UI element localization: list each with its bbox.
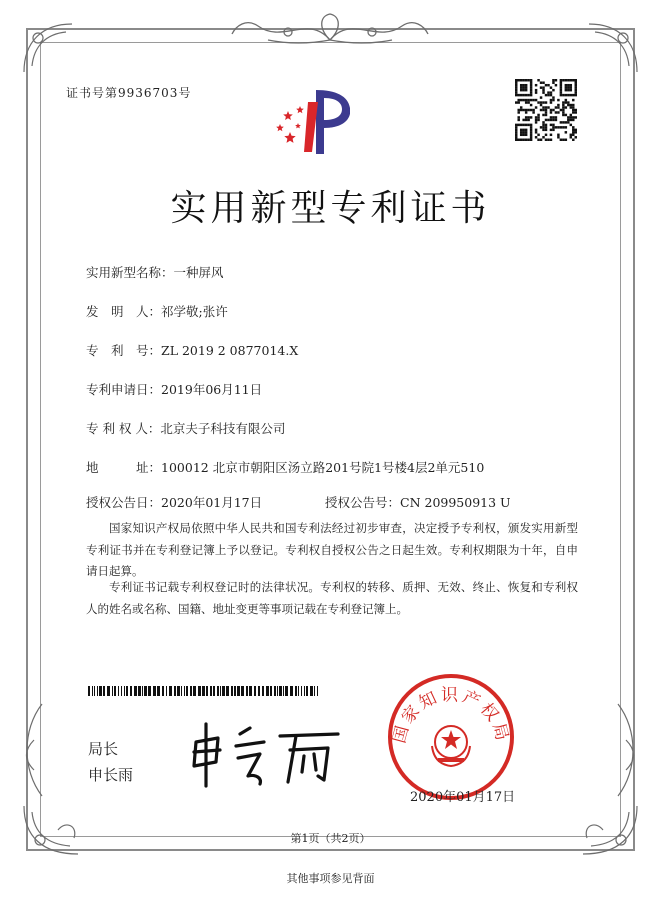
field-value: ZL 2019 2 0877014.X bbox=[161, 343, 299, 358]
barcode bbox=[88, 686, 320, 696]
field-value: 北京夫子科技有限公司 bbox=[160, 421, 286, 436]
corner-ornament-top-left bbox=[18, 18, 78, 78]
side-ornament-right bbox=[610, 700, 646, 800]
document-title: 实用新型专利证书 bbox=[170, 188, 491, 229]
seal-date: 2020年01月17日 bbox=[410, 790, 516, 805]
field-value: 一种屏风 bbox=[173, 265, 224, 280]
logo-star bbox=[295, 123, 301, 128]
field-grant-date bbox=[86, 493, 262, 511]
field-label: 发 明 人： bbox=[86, 304, 162, 319]
field-grant-number bbox=[325, 493, 511, 511]
field-label: 授权公告日： bbox=[86, 495, 162, 510]
page-number: 第1页（共2页） bbox=[290, 832, 371, 845]
logo-star bbox=[276, 124, 284, 131]
certificate-border-inner bbox=[40, 42, 621, 837]
logo-star bbox=[296, 106, 304, 113]
field-label: 地 址： bbox=[86, 460, 162, 475]
qr-code bbox=[515, 79, 577, 141]
field-value: CN 209950913 U bbox=[400, 495, 511, 510]
field-patentee bbox=[86, 419, 285, 437]
director-signature bbox=[178, 720, 348, 790]
field-label: 专利申请日： bbox=[86, 382, 162, 397]
top-ornament bbox=[228, 10, 433, 50]
corner-ornament-top-right bbox=[583, 18, 643, 78]
legal-status-paragraph: 专利证书记载专利权登记时的法律状况。专利权的转移、质押、无效、终止、恢复和专利权人的姓名或名称、国籍、地址变更等事项记载在专利登记簿上。 bbox=[86, 580, 578, 616]
field-label: 实用新型名称： bbox=[86, 265, 174, 280]
field-value: 2019年06月11日 bbox=[161, 382, 263, 397]
director-name: 申长雨 bbox=[88, 766, 134, 784]
field-value: 100012 北京市朝阳区汤立路201号院1号楼4层2单元510 bbox=[161, 460, 485, 475]
field-label: 专 利 权 人： bbox=[86, 421, 161, 436]
official-seal bbox=[386, 672, 516, 802]
field-label: 专 利 号： bbox=[86, 343, 162, 358]
field-filing-date bbox=[86, 380, 262, 398]
logo-star bbox=[284, 132, 295, 143]
field-patent-number bbox=[86, 341, 298, 359]
seal-text: 国家知识产权局 bbox=[389, 685, 513, 746]
declaration-paragraph: 国家知识产权局依照中华人民共和国专利法经过初步审查，决定授予专利权，颁发实用新型专利证书并在专利登记簿上予以登记。专利权自授权公告之日起生效。专利权期限为十年，自申请日起算。 bbox=[86, 521, 578, 579]
field-value: 2020年01月17日 bbox=[161, 495, 263, 510]
field-utility-model-name bbox=[86, 263, 224, 281]
field-value: 祁学敬;张许 bbox=[161, 304, 228, 319]
field-label: 授权公告号： bbox=[325, 495, 401, 510]
footer-note: 其他事项参见背面 bbox=[286, 872, 375, 885]
certificate-number: 证书号第9936703号 bbox=[66, 86, 192, 100]
director-title: 局长 bbox=[88, 740, 119, 758]
field-inventor bbox=[86, 302, 228, 320]
field-address bbox=[86, 458, 484, 476]
side-ornament-left bbox=[14, 700, 50, 800]
cnipa-logo-icon bbox=[272, 82, 350, 156]
logo-star bbox=[283, 111, 293, 120]
